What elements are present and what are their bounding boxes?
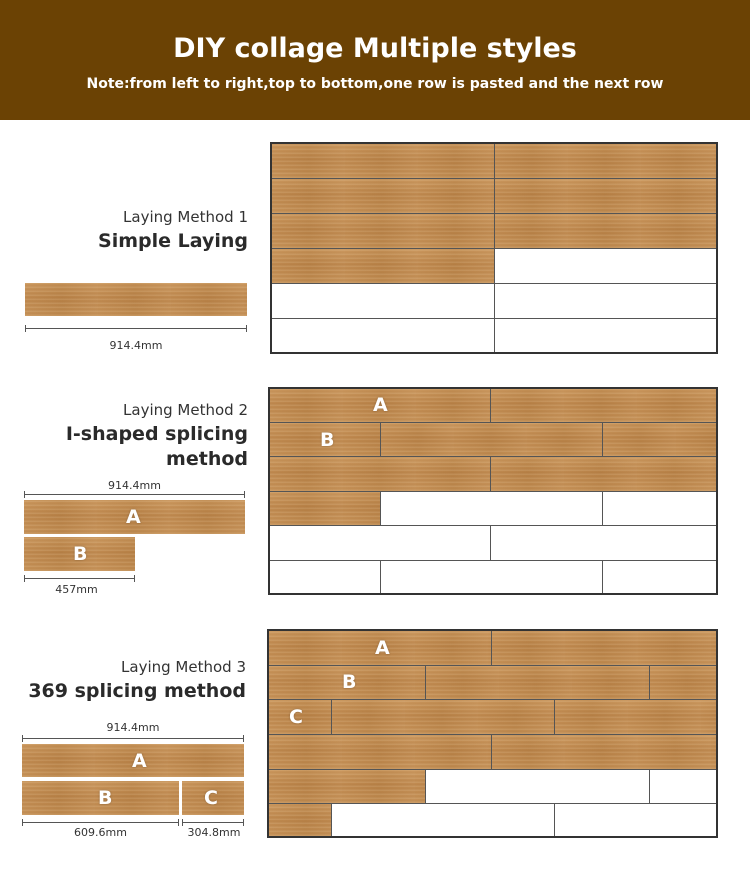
method1-grid: [270, 142, 718, 354]
empty-tile: [650, 770, 716, 804]
empty-tile: [603, 492, 716, 526]
plank-tile: [650, 666, 716, 700]
plank-tile: [603, 423, 716, 457]
empty-tile: [332, 804, 555, 836]
plank-tile: [491, 389, 716, 423]
method3-dimension-line-b: [22, 822, 179, 823]
method1-subtitle: Laying Method 1: [123, 208, 248, 226]
method1-dimension-label: 914.4mm: [109, 339, 163, 352]
dimension-tick: [182, 819, 183, 826]
empty-tile: [495, 284, 716, 319]
method2-plank-b-dimension: 457mm: [55, 583, 98, 596]
empty-tile: [381, 492, 603, 526]
dimension-tick: [246, 325, 247, 332]
dimension-tick: [22, 819, 23, 826]
plank-tile: [332, 700, 555, 735]
method2-plank-a-dimension: 914.4mm: [108, 479, 161, 492]
plank-tile: [492, 631, 716, 666]
plank-b-label: B: [73, 543, 88, 565]
method1-dimension-line: [25, 328, 247, 329]
plank-tile: [491, 457, 716, 492]
method3-dimension-line-a: [22, 738, 244, 739]
method2-subtitle: Laying Method 2: [123, 401, 248, 419]
plank-tile: [381, 423, 603, 457]
dimension-tick: [178, 819, 179, 826]
method3-plank-b-dimension: 609.6mm: [74, 826, 127, 839]
method3-dimension-line-c: [182, 822, 244, 823]
method2-grid: [268, 387, 718, 595]
empty-tile: [270, 561, 381, 593]
empty-tile: [495, 249, 716, 284]
empty-tile: [491, 526, 716, 561]
plank-tile: [495, 144, 716, 179]
plank-tile: [270, 423, 381, 457]
plank-tile: [269, 735, 492, 770]
plank-tile: [272, 144, 495, 179]
method3-plank-c-dimension: 304.8mm: [187, 826, 241, 839]
plank-tile: [555, 700, 716, 735]
plank-c-label: C: [204, 787, 218, 809]
empty-tile: [603, 561, 716, 593]
plank-tile: [270, 492, 381, 526]
plank-b-label: B: [320, 429, 335, 451]
dimension-tick: [243, 819, 244, 826]
dimension-tick: [24, 491, 25, 498]
dimension-tick: [243, 735, 244, 742]
plank-tile: [269, 770, 426, 804]
plank-tile: [426, 666, 650, 700]
empty-tile: [272, 284, 495, 319]
method2-dimension-line-b: [24, 578, 135, 579]
empty-tile: [272, 319, 495, 352]
method3-name: 369 splicing method: [28, 680, 246, 702]
method2-sample-plank-b: [24, 537, 135, 571]
method2-name-line1: I-shaped splicing: [65, 423, 248, 445]
plank-tile: [492, 735, 716, 770]
empty-tile: [270, 526, 491, 561]
plank-tile: [270, 389, 491, 423]
dimension-tick: [22, 735, 23, 742]
plank-tile: [272, 179, 495, 214]
empty-tile: [426, 770, 650, 804]
plank-tile: [270, 457, 491, 492]
plank-b-label: B: [342, 671, 357, 693]
header-banner: [0, 0, 750, 120]
method2-dimension-line-a: [24, 494, 245, 495]
empty-tile: [555, 804, 716, 836]
plank-tile: [269, 631, 492, 666]
method2-sample-plank-a: [24, 500, 245, 534]
method3-plank-a-dimension: 914.4mm: [106, 721, 160, 734]
empty-tile: [381, 561, 603, 593]
method3-sample-plank-c: [182, 781, 244, 815]
method2-name-line2: method: [166, 448, 248, 470]
plank-tile: [495, 179, 716, 214]
empty-tile: [495, 319, 716, 352]
plank-a-label: A: [373, 394, 388, 416]
plank-tile: [495, 214, 716, 249]
dimension-tick: [134, 575, 135, 582]
page-note: Note:from left to right,top to bottom,one row is pasted and the next row: [86, 76, 664, 92]
method1-sample-plank: [25, 283, 247, 316]
dimension-tick: [24, 575, 25, 582]
dimension-tick: [25, 325, 26, 332]
plank-a-label: A: [375, 637, 390, 659]
plank-a-label: A: [126, 506, 141, 528]
plank-b-label: B: [98, 787, 113, 809]
method3-subtitle: Laying Method 3: [121, 658, 246, 676]
plank-tile: [272, 214, 495, 249]
dimension-tick: [244, 491, 245, 498]
method3-sample-plank-a: [22, 744, 244, 777]
plank-tile: [269, 700, 332, 735]
plank-tile: [272, 249, 495, 284]
method3-grid: [267, 629, 718, 838]
plank-a-label: A: [132, 750, 147, 772]
plank-tile: [269, 666, 426, 700]
plank-tile: [269, 804, 332, 836]
plank-c-label: C: [289, 706, 303, 728]
page-title: DIY collage Multiple styles: [173, 33, 577, 64]
method3-sample-plank-b: [22, 781, 179, 815]
method1-name: Simple Laying: [98, 230, 248, 252]
